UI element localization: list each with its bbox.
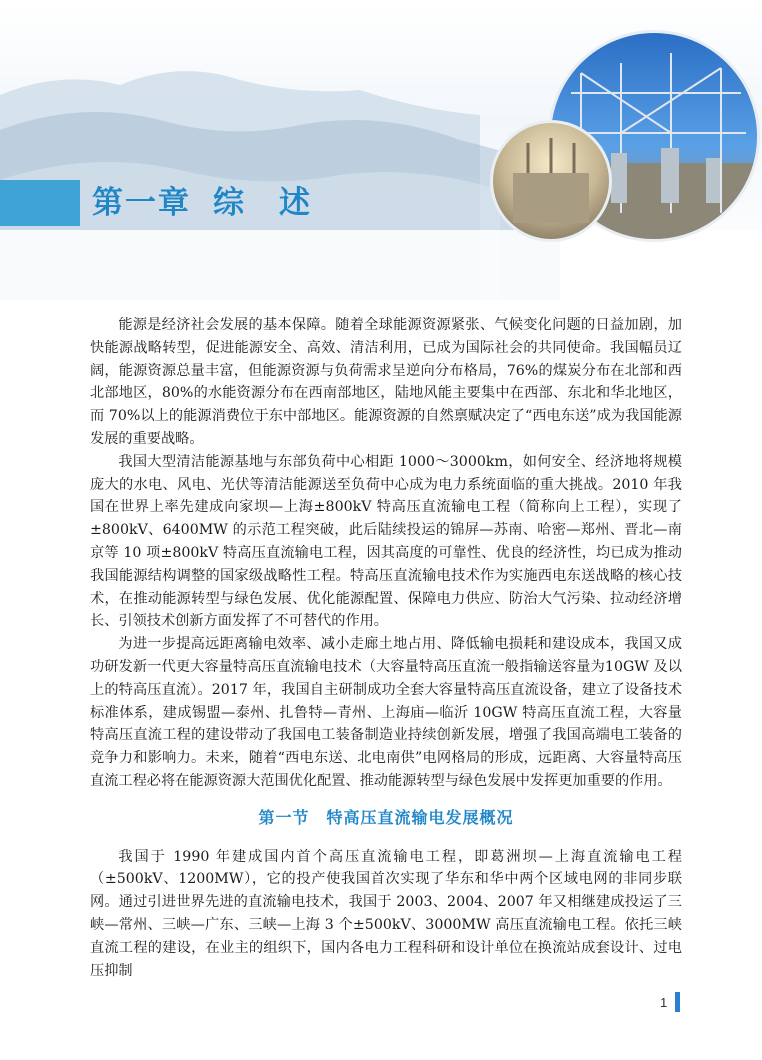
chapter-name: 综 述 xyxy=(213,185,312,221)
converter-hall-photo xyxy=(490,120,612,242)
paragraph-large-capacity: 为进一步提高远距离输电效率、减小走廊土地占用、降低输电损耗和建设成本，我国又成功研发新一代更大容量特高压直流输电技术（大容量特高压直流一般指输送容量为10GW 及以上的特高压直流）。2017 年，我国自主研制成功全套大容量特高压直流设备，建立了设备技术标准体系，建成锡盟—泰州、扎鲁特—青州、上海庙—临沂 10GW 特高压直流工程，大容量特高压直流工程的建设带动了我国电工装备制造业持续创新发展，增强了我国高端电工装备的竞争力和影响力。未来，随着“西电东送、北电南供”电网格局的形成，远距离、大容量特高压直流工程必将在能源资源大范围优化配置、推动能源转型与绿色发展中发挥更加重要的作用。 xyxy=(90,636,682,789)
paragraph-clean-energy: 我国大型清洁能源基地与东部负荷中心相距 1000～3000km，如何安全、经济地将规模庞大的水电、风电、光伏等清洁能源送至负荷中心成为电力系统面临的重大挑战。2010 年我国在世界上率先建成向家坝—上海±800kV 特高压直流输电工程（简称向上工程），实现了±800kV、6400MW 的示范工程突破，此后陆续投运的锦屏—苏南、哈密—郑州、晋北—南京等 10 项±800kV 特高压直流输电工程，因其高度的可靠性、优良的经济性，均已成为推动我国能源结构调整的国家级战略性工程。特高压直流输电技术作为实施西电东送战略的核心技术，在推动能源转型与绿色发展、优化能源配置、保障电力供应、防治大气污染、拉动经济增长、引领技术创新方面发挥了不可替代的作用。 xyxy=(90,453,682,630)
page-number: 1 xyxy=(660,995,668,1010)
chapter-number: 第一章 xyxy=(92,185,191,221)
chapter-header-art xyxy=(0,0,762,300)
converter-equipment-image xyxy=(493,123,609,239)
paragraph-history: 我国于 1990 年建成国内首个高压直流输电工程，即葛洲坝—上海直流输电工程（±500kV、1200MW），它的投产使我国首次实现了华东和华中两个区域电网的非同步联网。通过引进世界先进的直流输电技术，我国于 2003、2004、2007 年又相继建成投运了三峡—常州、三峡—广东、三峡—上海 3 个±500kV、3000MW 高压直流输电工程。依托三峡直流工程的建设，在业主的组织下，国内各电力工程科研和设计单位在换流站成套设计、过电压抑制 xyxy=(90,848,682,979)
chapter-title xyxy=(92,180,334,226)
page-number-bar xyxy=(675,992,680,1012)
chapter-accent-bar xyxy=(0,180,80,226)
body-content xyxy=(90,314,682,982)
paragraph-intro: 能源是经济社会发展的基本保障。随着全球能源资源紧张、气候变化问题的日益加剧，加快能源战略转型，促进能源安全、高效、清洁利用，已成为国际社会的共同使命。我国幅员辽阔，能源资源总量丰富，但能源资源与负荷需求呈逆向分布格局，76%的煤炭分布在北部和西北部地区，80%的水能资源分布在西南部地区，陆地风能主要集中在西部、东北和华北地区，而 70%以上的能源消费位于东中部地区。能源资源的自然禀赋决定了“西电东送”成为我国能源发展的重要战略。 xyxy=(90,317,682,447)
section-title: 第一节 特高压直流输电发展概况 xyxy=(258,807,514,827)
